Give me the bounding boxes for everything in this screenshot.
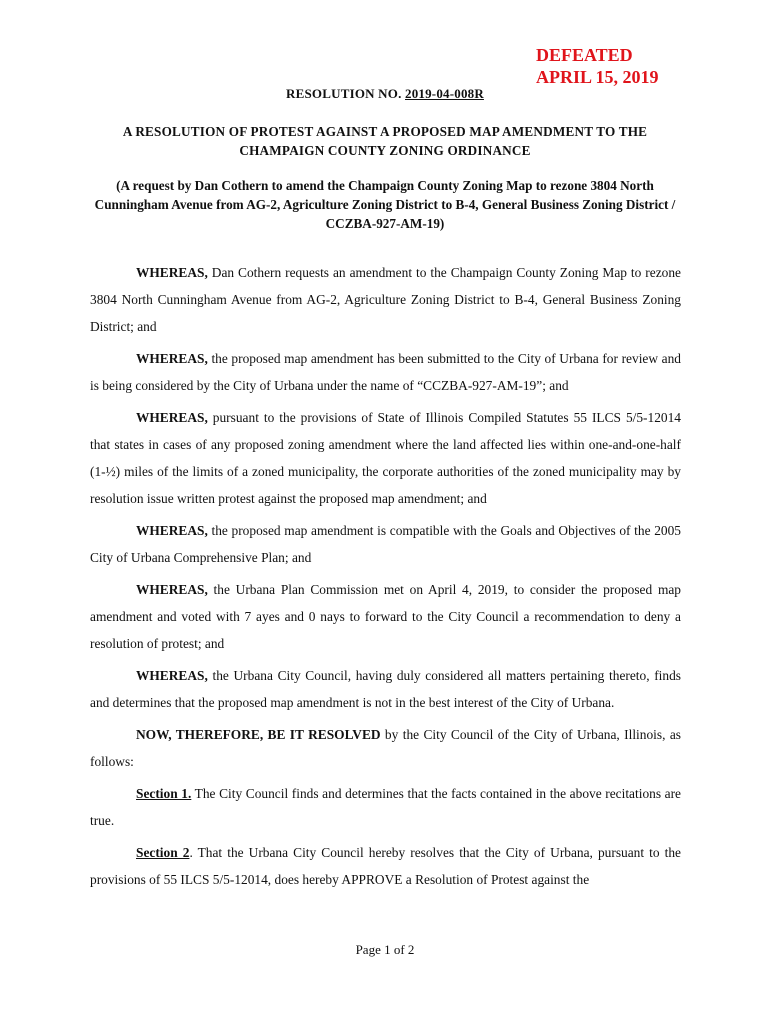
paragraph-text: the Urbana Plan Commission met on April 4, 2019, to consider the proposed map amendment and voted with 7 ayes and 0 nays to forward to the City Council a recommendation to deny a resolution of protest; and <box>90 582 681 651</box>
defeated-stamp <box>536 44 659 88</box>
resolution-number-heading <box>0 86 770 102</box>
paragraph-text: pursuant to the provisions of State of Illinois Compiled Statutes 55 ILCS 5/5-12014 that states in cases of any proposed zoning amendment where the land affected lies within one-and-one-half (1-½) miles of the limits of a zoned municipality, the corporate authorities of the zoned municipality may by resolution issue written protest against the proposed map amendment; and <box>90 410 681 506</box>
whereas-paragraph <box>90 404 681 512</box>
paragraph-lead: WHEREAS, <box>136 265 208 280</box>
whereas-paragraph <box>90 662 681 716</box>
paragraph-lead: NOW, THEREFORE, BE IT RESOLVED <box>136 727 381 742</box>
resolved-paragraph <box>90 721 681 775</box>
stamp-status: DEFEATED <box>536 45 633 65</box>
resolution-body <box>90 259 681 898</box>
paragraph-text: by the City Council of the City of Urbana, Illinois, as follows: <box>90 727 681 769</box>
paragraph-lead: WHEREAS, <box>136 351 208 366</box>
section-paragraph <box>90 839 681 893</box>
paragraph-lead: WHEREAS, <box>136 668 208 683</box>
resolution-title: A RESOLUTION OF PROTEST AGAINST A PROPOSED MAP AMENDMENT TO THE CHAMPAIGN COUNTY ZONING ORDINANCE <box>122 124 648 158</box>
whereas-paragraph <box>90 576 681 657</box>
paragraph-lead: WHEREAS, <box>136 523 208 538</box>
paragraph-text: the proposed map amendment has been submitted to the City of Urbana for review and is being considered by the City of Urbana under the name of “CCZBA-927-AM-19”; and <box>90 351 681 393</box>
whereas-paragraph <box>90 259 681 340</box>
paragraph-text: the Urbana City Council, having duly considered all matters pertaining thereto, finds and determines that the proposed map amendment is not in the best interest of the City of Urbana. <box>90 668 681 710</box>
paragraph-text: the proposed map amendment is compatible with the Goals and Objectives of the 2005 City of Urbana Comprehensive Plan; and <box>90 523 681 565</box>
section-label: Section 2 <box>136 845 190 860</box>
resolution-number: 2019-04-008R <box>405 86 484 101</box>
stamp-date: APRIL 15, 2019 <box>536 67 659 87</box>
whereas-paragraph <box>90 345 681 399</box>
paragraph-text: Dan Cothern requests an amendment to the Champaign County Zoning Map to rezone 3804 North Cunningham Avenue from AG-2, Agriculture Zoning District to B-4, General Business Zoning District; and <box>90 265 681 334</box>
resolution-label: RESOLUTION NO. <box>286 86 405 101</box>
paragraph-lead: WHEREAS, <box>136 410 208 425</box>
section-paragraph <box>90 780 681 834</box>
whereas-paragraph <box>90 517 681 571</box>
section-text: . That the Urbana City Council hereby resolves that the City of Urbana, pursuant to the provisions of 55 ILCS 5/5-12014, does hereby APPROVE a Resolution of Protest against the <box>90 845 682 887</box>
section-label: Section 1. <box>136 786 192 801</box>
page-number: Page 1 of 2 <box>355 942 415 957</box>
section-text: The City Council finds and determines that the facts contained in the above recitations are true. <box>90 786 681 828</box>
paragraph-lead: WHEREAS, <box>136 582 208 597</box>
resolution-subtitle: (A request by Dan Cothern to amend the Champaign County Zoning Map to rezone 3804 North Cunningham Avenue from AG-2, Agriculture Zoning District to B-4, General Business Zoning District / CCZBA-927-AM-19) <box>94 178 676 231</box>
